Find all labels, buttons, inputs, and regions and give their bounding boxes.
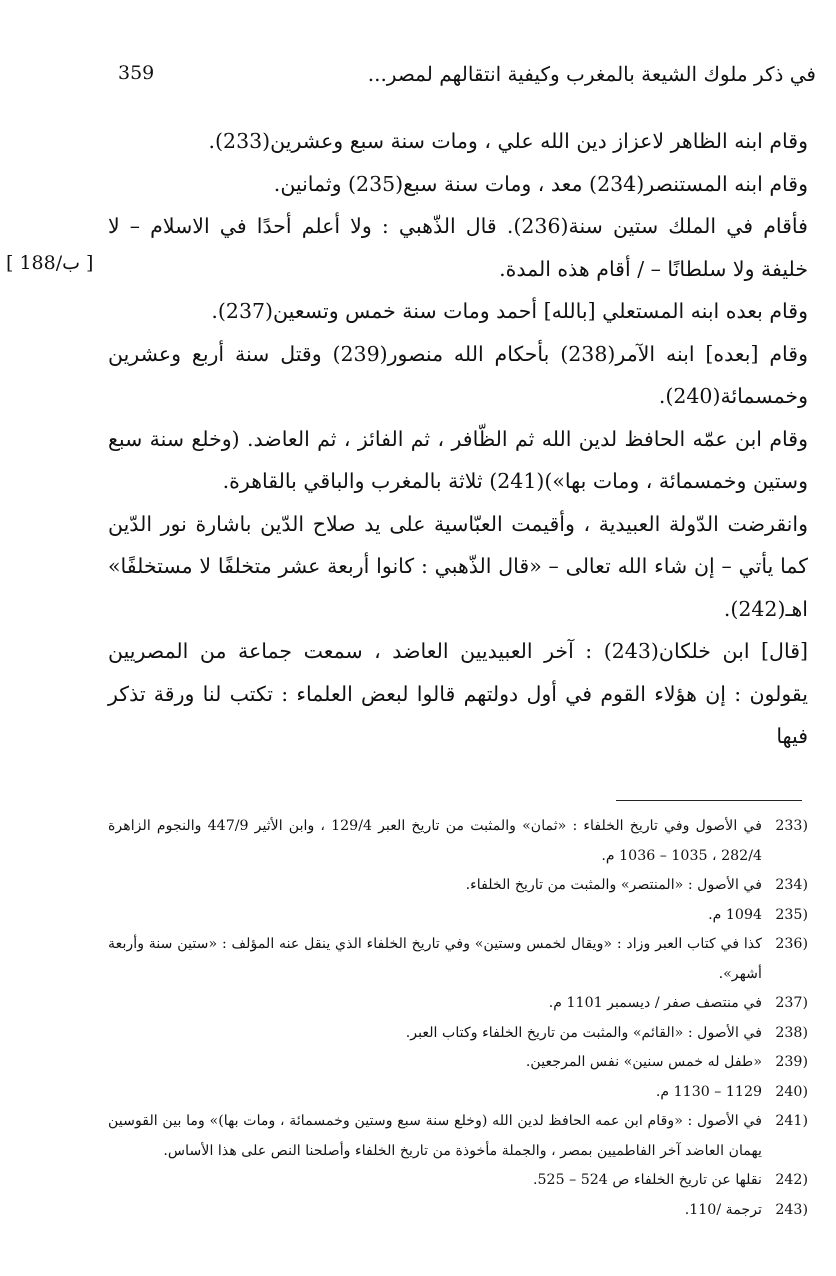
footnote-text: كذا في كتاب العبر وزاد : «ويقال لخمس وستين» وفي تاريخ الخلفاء الذي ينقل عنه المؤلف : «ستين سنة وأربعة أشهر». [108, 936, 762, 982]
footnotes [108, 812, 808, 1225]
footnote-text: نقلها عن تاريخ الخلفاء ص 524 – 525. [533, 1172, 762, 1188]
footnote-separator [616, 800, 802, 801]
footnote-number: (239 [775, 1054, 808, 1070]
paragraph: فأقام في الملك ستين سنة(236). قال الذّهبي : ولا أعلم أحدًا في الاسلام – لا خليفة ولا سلطانًا – / أقام هذه المدة. [108, 214, 808, 281]
footnote [108, 901, 808, 931]
footnote-text: ترجمة /110. [684, 1201, 762, 1218]
footnote-number: (235 [775, 906, 808, 923]
footnote [108, 871, 808, 901]
paragraph: وانقرضت الدّولة العبيدية ، وأقيمت العبّاسية على يد صلاح الدّين باشارة نور الدّين كما يأتي – إن شاء الله تعالى – «قال الذّهبي : كانوا أربعة عشر متخلفًا لا مستخلفًا» اهـ(242). [108, 511, 808, 621]
footnote-text: في الأصول وفي تاريخ الخلفاء : «ثمان» والمثبت من تاريخ العبر 129/4 ، وابن الأثير 447/9 والنجوم الزاهرة 282/4 ، 1035 – 1036 م. [108, 818, 762, 864]
footnote-number: (236 [775, 936, 808, 952]
footnote-text: في الأصول : «القائم» والمثبت من تاريخ الخلفاء وكتاب العبر. [405, 1024, 762, 1041]
footnote-number: (240 [775, 1083, 808, 1100]
page-number: 359 [118, 62, 155, 84]
footnote-number: (241 [775, 1113, 808, 1129]
footnote [108, 1078, 808, 1108]
footnote [108, 989, 808, 1019]
footnote-number: (238 [775, 1024, 808, 1041]
footnote-number: (242 [775, 1172, 808, 1188]
paragraph: وقام ابنه المستنصر(234) معد ، ومات سنة سبع(235) وثمانين. [273, 171, 808, 196]
footnote-number: (243 [775, 1201, 808, 1218]
footnote [108, 1048, 808, 1078]
footnote [108, 930, 808, 989]
paragraph: وقام ابن عمّه الحافظ لدين الله ثم الظّافر ، ثم الفائز ، ثم العاضد. (وخلع سنة سبع وستين وخمسمائة ، ومات بها»)(241) ثلاثة بالمغرب والباقي بالقاهرة. [108, 426, 808, 493]
footnote [108, 1019, 808, 1049]
footnote-text: «طفل له خمس سنين» نفس المرجعين. [525, 1054, 762, 1070]
footnote-number: (233 [775, 818, 808, 834]
paragraph: وقام ابنه الظاهر لاعزاز دين الله علي ، ومات سنة سبع وعشرين(233). [208, 129, 808, 153]
page-header [100, 58, 816, 98]
footnote-text: في منتصف صفر / ديسمبر 1101 م. [548, 995, 762, 1011]
footnote-number: (234 [775, 877, 808, 893]
footnote-text: 1129 – 1130 م. [655, 1083, 762, 1100]
footnote-number: (237 [775, 995, 808, 1011]
paragraph: [قال] ابن خلكان(243) : آخر العبيديين العاضد ، سمعت جماعة من المصريين يقولون : إن هؤلاء القوم في أول دولتهم قالوا لبعض العلماء : تكتب لنا ورقة تذكر فيها [108, 639, 808, 748]
footnote-text: في الأصول : «وقام ابن عمه الحافظ لدين الله (وخلع سنة سبع وستين وخمسمائة ، ومات بها)» وما بين القوسين يهمان العاضد آخر الفاطميين بمصر ، والجملة مأخوذة من تاريخ الخلفاء وأصلحنا النص على هذا الأساس. [108, 1113, 762, 1159]
main-text [108, 120, 808, 758]
footnote [108, 1107, 808, 1166]
footnote [108, 1166, 808, 1196]
footnote-text: 1094 م. [708, 906, 762, 923]
running-title: في ذكر ملوك الشيعة بالمغرب وكيفية انتقالهم لمصر... [367, 62, 816, 86]
paragraph: وقام [بعده] ابنه الآمر(238) بأحكام الله منصور(239) وقتل سنة أربع وعشرين وخمسمائة(240). [108, 341, 808, 408]
footnote [108, 1196, 808, 1226]
footnote-text: في الأصول : «المنتصر» والمثبت من تاريخ الخلفاء. [465, 877, 762, 893]
manuscript-folio-marker: [ 188/ب ] [6, 252, 94, 274]
footnote [108, 812, 808, 871]
paragraph: وقام بعده ابنه المستعلي [بالله] أحمد ومات سنة خمس وتسعين(237). [211, 299, 808, 323]
